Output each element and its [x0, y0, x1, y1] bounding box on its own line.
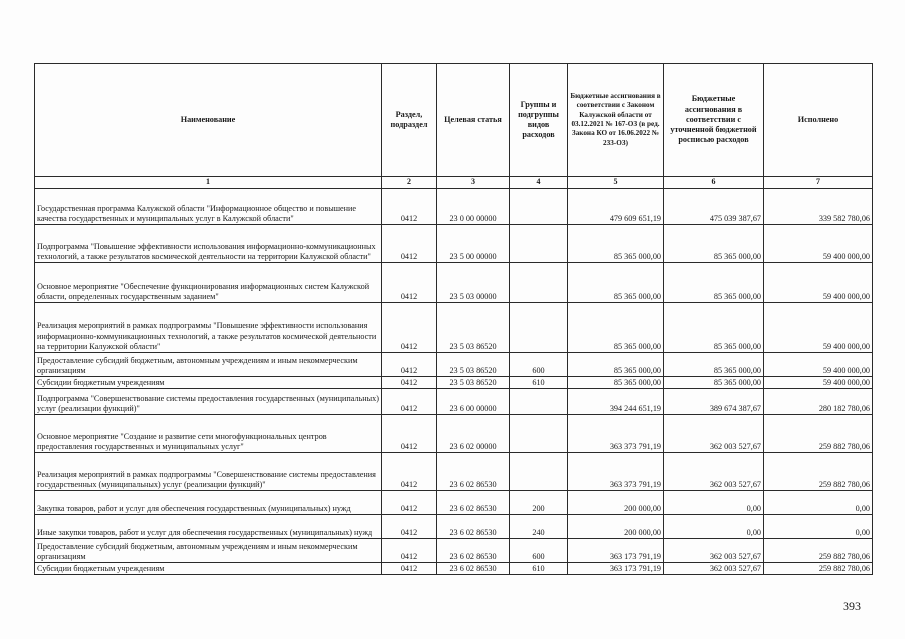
table-row — [35, 563, 873, 575]
row-name: Предоставление субсидий бюджетным, автономным учреждениям и иным некоммерческим организациям — [35, 539, 382, 563]
row-executed: 259 882 780,06 — [764, 415, 873, 453]
column-number: 7 — [764, 177, 873, 189]
row-group: 240 — [510, 515, 568, 539]
row-group — [510, 189, 568, 225]
row-group — [510, 415, 568, 453]
header-executed: Исполнено — [764, 64, 873, 177]
row-plan: 85 365 000,00 — [568, 225, 664, 263]
row-name: Иные закупки товаров, работ и услуг для обеспечения государственных (муниципальных) нужд — [35, 515, 382, 539]
row-target: 23 5 03 86520 — [437, 303, 510, 353]
row-section: 0412 — [382, 515, 437, 539]
row-group — [510, 389, 568, 415]
column-number: 3 — [437, 177, 510, 189]
row-section: 0412 — [382, 491, 437, 515]
row-executed: 280 182 780,06 — [764, 389, 873, 415]
row-section: 0412 — [382, 353, 437, 377]
row-group — [510, 453, 568, 491]
column-number: 1 — [35, 177, 382, 189]
row-refined: 362 003 527,67 — [664, 563, 764, 575]
column-number: 5 — [568, 177, 664, 189]
table-row — [35, 415, 873, 453]
row-group: 610 — [510, 563, 568, 575]
row-plan: 394 244 651,19 — [568, 389, 664, 415]
row-executed: 59 400 000,00 — [764, 353, 873, 377]
row-refined: 0,00 — [664, 515, 764, 539]
row-name: Субсидии бюджетным учреждениям — [35, 377, 382, 389]
row-group: 600 — [510, 353, 568, 377]
row-name: Субсидии бюджетным учреждениям — [35, 563, 382, 575]
row-plan: 85 365 000,00 — [568, 353, 664, 377]
row-plan: 200 000,00 — [568, 491, 664, 515]
table-row — [35, 491, 873, 515]
row-refined: 362 003 527,67 — [664, 415, 764, 453]
header-row — [35, 64, 873, 177]
row-plan: 200 000,00 — [568, 515, 664, 539]
row-target: 23 6 02 86530 — [437, 539, 510, 563]
budget-table — [34, 63, 873, 575]
row-executed: 59 400 000,00 — [764, 377, 873, 389]
header-groups: Группы и подгруппы видов расходов — [510, 64, 568, 177]
row-target: 23 5 03 86520 — [437, 377, 510, 389]
table-row — [35, 389, 873, 415]
row-group — [510, 303, 568, 353]
row-group: 200 — [510, 491, 568, 515]
table-row — [35, 303, 873, 353]
row-executed: 259 882 780,06 — [764, 563, 873, 575]
row-refined: 85 365 000,00 — [664, 377, 764, 389]
row-executed: 0,00 — [764, 515, 873, 539]
header-allocations-law: Бюджетные ассигнования в соответствии с Законом Калужской области от 03.12.2021 № 167-ОЗ (в ред. Закона КО от 16.06.2022 № 233-ОЗ) — [568, 64, 664, 177]
table-row — [35, 453, 873, 491]
row-refined: 475 039 387,67 — [664, 189, 764, 225]
row-executed: 259 882 780,06 — [764, 453, 873, 491]
row-name: Закупка товаров, работ и услуг для обеспечения государственных (муниципальных) нужд — [35, 491, 382, 515]
row-refined: 85 365 000,00 — [664, 263, 764, 303]
table-row — [35, 353, 873, 377]
row-refined: 85 365 000,00 — [664, 225, 764, 263]
row-section: 0412 — [382, 377, 437, 389]
row-target: 23 6 00 00000 — [437, 389, 510, 415]
row-section: 0412 — [382, 263, 437, 303]
row-target: 23 6 02 86530 — [437, 563, 510, 575]
row-plan: 85 365 000,00 — [568, 377, 664, 389]
row-section: 0412 — [382, 225, 437, 263]
row-executed: 59 400 000,00 — [764, 225, 873, 263]
row-refined: 389 674 387,67 — [664, 389, 764, 415]
row-section: 0412 — [382, 563, 437, 575]
row-executed: 259 882 780,06 — [764, 539, 873, 563]
row-name: Подпрограмма "Повышение эффективности использования информационно-коммуникационных технологий, а также результатов космической деятельности на территории Калужской области" — [35, 225, 382, 263]
header-section: Раздел, подраздел — [382, 64, 437, 177]
row-name: Реализация мероприятий в рамках подпрограммы "Совершенствование системы предоставления государственных (муниципальных) услуг (реализации функций)" — [35, 453, 382, 491]
row-executed: 59 400 000,00 — [764, 263, 873, 303]
row-target: 23 5 03 00000 — [437, 263, 510, 303]
row-target: 23 6 02 86530 — [437, 453, 510, 491]
header-allocations-refined: Бюджетные ассигнования в соответствии с уточненной бюджетной росписью расходов — [664, 64, 764, 177]
header-name: Наименование — [35, 64, 382, 177]
table-row — [35, 515, 873, 539]
row-name: Подпрограмма "Совершенствование системы предоставления государственных (муниципальных) услуг (реализации функций)" — [35, 389, 382, 415]
column-number-row — [35, 177, 873, 189]
row-section: 0412 — [382, 453, 437, 491]
row-plan: 85 365 000,00 — [568, 303, 664, 353]
row-section: 0412 — [382, 389, 437, 415]
row-plan: 85 365 000,00 — [568, 263, 664, 303]
row-refined: 0,00 — [664, 491, 764, 515]
row-target: 23 6 02 86530 — [437, 515, 510, 539]
row-section: 0412 — [382, 415, 437, 453]
row-group: 610 — [510, 377, 568, 389]
row-section: 0412 — [382, 539, 437, 563]
row-executed: 0,00 — [764, 491, 873, 515]
row-target: 23 6 02 00000 — [437, 415, 510, 453]
column-number: 6 — [664, 177, 764, 189]
row-name: Реализация мероприятий в рамках подпрограммы "Повышение эффективности использования информационно-коммуникационных технологий, а также результатов космической деятельности на территории Калужской области" — [35, 303, 382, 353]
row-refined: 362 003 527,67 — [664, 539, 764, 563]
row-group — [510, 225, 568, 263]
row-group — [510, 263, 568, 303]
header-target: Целевая статья — [437, 64, 510, 177]
row-plan: 363 173 791,19 — [568, 563, 664, 575]
column-number: 2 — [382, 177, 437, 189]
row-target: 23 6 02 86530 — [437, 491, 510, 515]
row-name: Основное мероприятие "Обеспечение функционирования информационных систем Калужской области, определенных государственным заданием" — [35, 263, 382, 303]
row-refined: 362 003 527,67 — [664, 453, 764, 491]
table-row — [35, 189, 873, 225]
table-row — [35, 377, 873, 389]
row-target: 23 5 00 00000 — [437, 225, 510, 263]
row-name: Основное мероприятие "Создание и развитие сети многофункциональных центров предоставления государственных и муниципальных услуг" — [35, 415, 382, 453]
row-executed: 339 582 780,06 — [764, 189, 873, 225]
page-number: 393 — [843, 599, 861, 613]
table-row — [35, 539, 873, 563]
row-group: 600 — [510, 539, 568, 563]
row-refined: 85 365 000,00 — [664, 353, 764, 377]
row-plan: 363 373 791,19 — [568, 415, 664, 453]
row-plan: 363 373 791,19 — [568, 453, 664, 491]
row-target: 23 0 00 00000 — [437, 189, 510, 225]
row-section: 0412 — [382, 303, 437, 353]
row-section: 0412 — [382, 189, 437, 225]
row-name: Предоставление субсидий бюджетным, автономным учреждениям и иным некоммерческим организациям — [35, 353, 382, 377]
row-target: 23 5 03 86520 — [437, 353, 510, 377]
row-plan: 363 173 791,19 — [568, 539, 664, 563]
row-refined: 85 365 000,00 — [664, 303, 764, 353]
column-number: 4 — [510, 177, 568, 189]
row-name: Государственная программа Калужской области "Информационное общество и повышение качества государственных и муниципальных услуг в Калужской области" — [35, 189, 382, 225]
table-row — [35, 263, 873, 303]
row-executed: 59 400 000,00 — [764, 303, 873, 353]
table-row — [35, 225, 873, 263]
row-plan: 479 609 651,19 — [568, 189, 664, 225]
